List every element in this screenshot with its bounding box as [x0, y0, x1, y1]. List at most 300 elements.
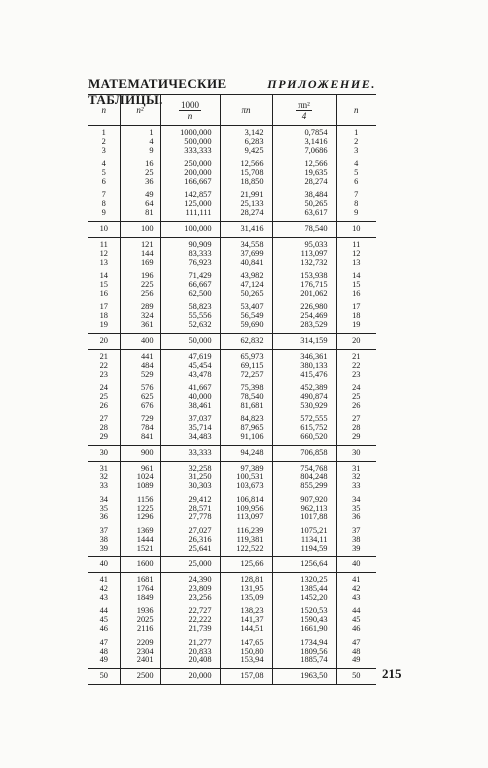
- value-inverse: 20,408: [188, 655, 212, 665]
- value-inverse: 1000,000: [180, 128, 212, 137]
- value-n-right: 46: [352, 624, 361, 634]
- value-n-squared: 256: [140, 288, 154, 298]
- value-pi-n: 72,257: [240, 369, 264, 379]
- cell-inverse: [160, 126, 220, 222]
- value-n-squared: 1521: [136, 543, 154, 553]
- value-n-squared: 625: [140, 391, 154, 401]
- table-summary-row: [88, 445, 376, 461]
- value-n: 14: [99, 270, 108, 280]
- value-n-squared: 1225: [136, 503, 154, 513]
- value-circle-area: 283,529: [300, 319, 328, 329]
- cell-circle-area: [272, 461, 336, 557]
- summary-n-squared: 1600: [120, 557, 160, 573]
- value-inverse: 111,111: [185, 208, 212, 218]
- summary-n: 50: [88, 669, 120, 685]
- value-n-squared: 81: [145, 208, 154, 218]
- value-n-squared: 576: [140, 382, 154, 392]
- value-n-right: 39: [352, 543, 361, 553]
- value-pi-n: 53,407: [240, 302, 264, 312]
- table-block: [88, 573, 376, 669]
- cell-pi-n: [220, 237, 272, 333]
- value-n-right: 24: [352, 382, 361, 392]
- value-n: 6: [101, 176, 106, 186]
- value-inverse: 90,909: [188, 239, 212, 249]
- value-circle-area: 50,265: [304, 199, 328, 209]
- table-summary-row: [88, 333, 376, 349]
- value-inverse: 40,000: [188, 391, 212, 401]
- value-n-right: 49: [352, 655, 361, 665]
- table-summary-row: [88, 221, 376, 237]
- math-table: [88, 94, 376, 685]
- summary-n-right: 10: [336, 221, 376, 237]
- value-circle-area: 113,097: [300, 248, 328, 258]
- value-pi-n: 147,65: [240, 637, 264, 647]
- value-inverse: 27,027: [188, 525, 212, 535]
- value-inverse: 45,454: [188, 360, 212, 370]
- value-n-right: 41: [352, 575, 361, 585]
- value-pi-n: 97,389: [240, 463, 264, 473]
- value-n: 24: [99, 382, 108, 392]
- value-n: 49: [99, 655, 108, 665]
- value-circle-area: 962,113: [300, 503, 328, 513]
- value-n: 8: [101, 199, 106, 209]
- value-n: 44: [99, 606, 108, 616]
- value-n-right: 1: [354, 128, 359, 137]
- value-n-right: 8: [354, 199, 359, 209]
- summary-n-right: 20: [336, 333, 376, 349]
- value-n-squared: 2025: [136, 615, 154, 625]
- header-title: МАТЕМАТИЧЕСКИЕ ТАБЛИЦЫ.: [88, 76, 227, 107]
- value-circle-area: 1661,90: [300, 624, 328, 634]
- value-n: 3: [101, 145, 106, 155]
- value-circle-area: 572,555: [300, 413, 328, 423]
- value-n: 23: [99, 369, 108, 379]
- value-circle-area: 28,274: [304, 176, 328, 186]
- value-circle-area: 1385,44: [300, 584, 328, 594]
- value-circle-area: 615,752: [300, 422, 328, 432]
- value-n-right: 15: [352, 279, 361, 289]
- value-n: 19: [99, 319, 108, 329]
- value-pi-n: 131,95: [240, 584, 264, 594]
- value-n-squared: 1156: [137, 494, 154, 504]
- value-inverse: 250,000: [184, 159, 212, 169]
- summary-circle-area: 1256,64: [272, 557, 336, 573]
- value-n-squared: 4: [149, 136, 154, 146]
- value-n-squared: 144: [140, 248, 154, 258]
- value-circle-area: 754,768: [300, 463, 328, 473]
- value-circle-area: 804,248: [300, 472, 328, 482]
- value-pi-n: 113,097: [236, 512, 264, 522]
- value-n-squared: 324: [140, 310, 154, 320]
- value-circle-area: 530,929: [300, 400, 328, 410]
- value-inverse: 333,333: [184, 145, 212, 155]
- value-n: 7: [101, 190, 106, 200]
- value-n-right: 11: [352, 239, 361, 249]
- cell-pi-n: [220, 349, 272, 445]
- summary-inverse: 25,000: [160, 557, 220, 573]
- value-n-right: 45: [352, 615, 361, 625]
- value-n-right: 35: [352, 503, 361, 513]
- value-circle-area: 153,938: [300, 270, 328, 280]
- cell-n: [88, 573, 120, 669]
- value-inverse: 29,412: [188, 494, 212, 504]
- value-n-squared: 529: [140, 369, 154, 379]
- value-circle-area: 907,920: [300, 494, 328, 504]
- summary-n-right: 30: [336, 445, 376, 461]
- value-circle-area: 19,635: [304, 168, 328, 178]
- value-pi-n: 25,133: [240, 199, 264, 209]
- value-pi-n: 37,699: [240, 248, 264, 258]
- value-pi-n: 100,531: [236, 472, 264, 482]
- value-n-right: 2: [354, 136, 359, 146]
- value-n: 17: [99, 302, 108, 312]
- value-n-squared: 1936: [136, 606, 154, 616]
- value-inverse: 52,632: [188, 319, 212, 329]
- value-pi-n: 153,94: [240, 655, 264, 665]
- value-inverse: 23,809: [188, 584, 212, 594]
- value-n: 27: [99, 413, 108, 423]
- summary-n: 20: [88, 333, 120, 349]
- value-circle-area: 38,484: [304, 190, 328, 200]
- table-summary-row: [88, 557, 376, 573]
- cell-n-squared: [120, 573, 160, 669]
- table-block: [88, 126, 376, 222]
- value-inverse: 55,556: [188, 310, 212, 320]
- value-inverse: 32,258: [188, 463, 212, 473]
- table-body: [88, 126, 376, 685]
- value-n: 16: [99, 288, 108, 298]
- cell-n-squared: [120, 461, 160, 557]
- value-circle-area: 3,1416: [304, 136, 328, 146]
- value-n-squared: 361: [140, 319, 154, 329]
- value-inverse: 30,303: [188, 481, 212, 491]
- summary-circle-area: 706,858: [272, 445, 336, 461]
- value-circle-area: 132,732: [300, 257, 328, 267]
- value-pi-n: 21,991: [240, 190, 264, 200]
- value-inverse: 34,483: [188, 431, 212, 441]
- value-n-squared: 49: [145, 190, 154, 200]
- cell-n-right: [336, 126, 376, 222]
- value-n-squared: 1369: [136, 525, 154, 535]
- value-pi-n: 9,425: [244, 145, 264, 155]
- value-n-right: 22: [352, 360, 361, 370]
- cell-pi-n: [220, 461, 272, 557]
- value-pi-n: 15,708: [240, 168, 264, 178]
- value-n: 15: [99, 279, 108, 289]
- value-pi-n: 56,549: [240, 310, 264, 320]
- value-inverse: 43,478: [188, 369, 212, 379]
- value-n: 42: [99, 584, 108, 594]
- value-pi-n: 128,81: [240, 575, 264, 585]
- summary-n-squared: 900: [120, 445, 160, 461]
- summary-n-squared: 100: [120, 221, 160, 237]
- cell-inverse: [160, 573, 220, 669]
- cell-pi-n: [220, 126, 272, 222]
- table-summary-row: [88, 669, 376, 685]
- value-n: 21: [99, 351, 108, 361]
- value-circle-area: 1734,94: [300, 637, 328, 647]
- summary-circle-area: 314,159: [272, 333, 336, 349]
- value-circle-area: 1017,88: [300, 512, 328, 522]
- value-n-right: 13: [352, 257, 361, 267]
- value-n-squared: 2304: [136, 646, 154, 656]
- summary-pi-n: 94,248: [220, 445, 272, 461]
- value-n-squared: 1024: [136, 472, 154, 482]
- value-pi-n: 135,09: [240, 593, 264, 603]
- value-n-squared: 2401: [136, 655, 154, 665]
- value-n-squared: 676: [140, 400, 154, 410]
- value-n: 5: [101, 168, 106, 178]
- value-circle-area: 7,0686: [304, 145, 328, 155]
- value-pi-n: 138,23: [240, 606, 264, 616]
- value-n-right: 18: [352, 310, 361, 320]
- value-inverse: 22,222: [188, 615, 212, 625]
- value-pi-n: 65,973: [240, 351, 264, 361]
- value-inverse: 41,667: [188, 382, 212, 392]
- value-circle-area: 1452,20: [300, 593, 328, 603]
- value-n-squared: 25: [145, 168, 154, 178]
- value-n-right: 16: [352, 288, 361, 298]
- value-inverse: 28,571: [188, 503, 212, 513]
- value-inverse: 37,037: [188, 413, 212, 423]
- summary-n: 40: [88, 557, 120, 573]
- value-n-squared: 1: [149, 128, 154, 137]
- header-n-squared: n²: [120, 95, 160, 126]
- value-n-right: 6: [354, 176, 359, 186]
- value-n-squared: 484: [140, 360, 154, 370]
- value-inverse: 83,333: [188, 248, 212, 258]
- header-pi-n: πn: [220, 95, 272, 126]
- value-n-squared: 196: [140, 270, 154, 280]
- summary-pi-n: 157,08: [220, 669, 272, 685]
- value-n: 37: [99, 525, 108, 535]
- value-inverse: 125,000: [184, 199, 212, 209]
- value-inverse: 21,277: [188, 637, 212, 647]
- value-circle-area: 855,299: [300, 481, 328, 491]
- value-circle-area: 0,7854: [304, 128, 328, 137]
- value-n: 36: [99, 512, 108, 522]
- value-n: 25: [99, 391, 108, 401]
- value-n-right: 25: [352, 391, 361, 401]
- cell-circle-area: [272, 349, 336, 445]
- value-n: 39: [99, 543, 108, 553]
- value-inverse: 23,256: [188, 593, 212, 603]
- value-n-squared: 64: [145, 199, 154, 209]
- header-inverse: [160, 95, 220, 126]
- value-n-squared: 729: [140, 413, 154, 423]
- value-n-right: 44: [352, 606, 361, 616]
- value-circle-area: 1520,53: [300, 606, 328, 616]
- value-circle-area: 201,062: [300, 288, 328, 298]
- value-n-right: 12: [352, 248, 361, 258]
- value-inverse: 31,250: [188, 472, 212, 482]
- cell-n-squared: [120, 126, 160, 222]
- value-circle-area: 1590,43: [300, 615, 328, 625]
- value-inverse: 24,390: [188, 575, 212, 585]
- value-n-squared: 289: [140, 302, 154, 312]
- value-inverse: 76,923: [188, 257, 212, 267]
- value-n: 41: [99, 575, 108, 585]
- cell-n-right: [336, 349, 376, 445]
- cell-circle-area: [272, 237, 336, 333]
- cell-n-squared: [120, 349, 160, 445]
- cell-inverse: [160, 461, 220, 557]
- value-n-squared: 841: [140, 431, 154, 441]
- value-n: 12: [99, 248, 108, 258]
- value-pi-n: 84,823: [240, 413, 264, 423]
- value-pi-n: 40,841: [240, 257, 264, 267]
- value-pi-n: 106,814: [236, 494, 264, 504]
- cell-n-squared: [120, 237, 160, 333]
- value-n-right: 14: [352, 270, 361, 280]
- value-pi-n: 12,566: [240, 159, 264, 169]
- value-inverse: 142,857: [184, 190, 212, 200]
- value-n: 1: [101, 128, 106, 137]
- value-inverse: 20,833: [188, 646, 212, 656]
- value-circle-area: 490,874: [300, 391, 328, 401]
- value-pi-n: 75,398: [240, 382, 264, 392]
- value-n-right: 37: [352, 525, 361, 535]
- value-n-right: 42: [352, 584, 361, 594]
- value-pi-n: 28,274: [240, 208, 264, 218]
- value-inverse: 71,429: [188, 270, 212, 280]
- value-n-right: 5: [354, 168, 359, 178]
- value-n-right: 23: [352, 369, 361, 379]
- summary-circle-area: 1963,50: [272, 669, 336, 685]
- value-n-right: 36: [352, 512, 361, 522]
- value-n-right: 19: [352, 319, 361, 329]
- value-n: 46: [99, 624, 108, 634]
- value-pi-n: 87,965: [240, 422, 264, 432]
- value-n-squared: 961: [140, 463, 154, 473]
- summary-n-squared: 400: [120, 333, 160, 349]
- value-n: 33: [99, 481, 108, 491]
- cell-n: [88, 237, 120, 333]
- value-pi-n: 59,690: [240, 319, 264, 329]
- value-n-right: 4: [354, 159, 359, 169]
- value-circle-area: 226,980: [300, 302, 328, 312]
- value-pi-n: 116,239: [236, 525, 264, 535]
- value-pi-n: 50,265: [240, 288, 264, 298]
- value-n: 2: [101, 136, 106, 146]
- summary-n-right: 40: [336, 557, 376, 573]
- value-n-squared: 169: [140, 257, 154, 267]
- value-n-right: 9: [354, 208, 359, 218]
- area-numerator: πn²: [298, 99, 310, 110]
- value-circle-area: 346,361: [300, 351, 328, 361]
- value-n-squared: 2116: [137, 624, 154, 634]
- inverse-denominator: n: [187, 110, 193, 121]
- summary-inverse: 20,000: [160, 669, 220, 685]
- value-inverse: 58,823: [188, 302, 212, 312]
- value-circle-area: 1075,21: [300, 525, 328, 535]
- value-inverse: 500,000: [184, 136, 212, 146]
- value-circle-area: 1885,74: [300, 655, 328, 665]
- value-n: 35: [99, 503, 108, 513]
- inverse-numerator: 1000: [181, 99, 199, 110]
- value-n: 22: [99, 360, 108, 370]
- value-n-squared: 441: [140, 351, 154, 361]
- value-inverse: 35,714: [188, 422, 212, 432]
- value-circle-area: 12,566: [304, 159, 328, 169]
- value-inverse: 200,000: [184, 168, 212, 178]
- value-inverse: 47,619: [188, 351, 212, 361]
- summary-inverse: 50,000: [160, 333, 220, 349]
- value-n-squared: 2209: [136, 637, 154, 647]
- value-n-right: 17: [352, 302, 361, 312]
- value-n-squared: 1444: [136, 534, 154, 544]
- value-n: 47: [99, 637, 108, 647]
- value-circle-area: 1320,25: [300, 575, 328, 585]
- value-pi-n: 141,37: [240, 615, 264, 625]
- value-n: 9: [101, 208, 106, 218]
- summary-inverse: 33,333: [160, 445, 220, 461]
- value-pi-n: 47,124: [240, 279, 264, 289]
- table-block: [88, 237, 376, 333]
- value-n-squared: 784: [140, 422, 154, 432]
- value-pi-n: 144,51: [240, 624, 264, 634]
- cell-inverse: [160, 237, 220, 333]
- value-n: 29: [99, 431, 108, 441]
- value-n-right: 7: [354, 190, 359, 200]
- value-n: 18: [99, 310, 108, 320]
- value-n-right: 3: [354, 145, 359, 155]
- summary-n: 30: [88, 445, 120, 461]
- value-circle-area: 95,033: [304, 239, 328, 249]
- value-n-right: 28: [352, 422, 361, 432]
- inverse-fraction: [179, 100, 201, 121]
- area-denominator: 4: [301, 110, 307, 121]
- value-pi-n: 109,956: [236, 503, 264, 513]
- value-inverse: 66,667: [188, 279, 212, 289]
- value-n-right: 38: [352, 534, 361, 544]
- area-fraction: [296, 100, 312, 121]
- value-pi-n: 6,283: [244, 136, 264, 146]
- value-pi-n: 81,681: [240, 400, 264, 410]
- value-n: 38: [99, 534, 108, 544]
- value-n-right: 48: [352, 646, 361, 656]
- value-pi-n: 43,982: [240, 270, 264, 280]
- cell-n-right: [336, 573, 376, 669]
- header-circle-area: [272, 95, 336, 126]
- cell-n-right: [336, 461, 376, 557]
- value-circle-area: 254,469: [300, 310, 328, 320]
- value-n-right: 43: [352, 593, 361, 603]
- value-pi-n: 119,381: [236, 534, 264, 544]
- value-circle-area: 452,389: [300, 382, 328, 392]
- value-n: 43: [99, 593, 108, 603]
- value-n-right: 34: [352, 494, 361, 504]
- value-n: 11: [99, 239, 108, 249]
- value-pi-n: 78,540: [240, 391, 264, 401]
- value-n-right: 27: [352, 413, 361, 423]
- value-inverse: 62,500: [188, 288, 212, 298]
- value-pi-n: 122,522: [236, 543, 264, 553]
- summary-pi-n: 62,832: [220, 333, 272, 349]
- value-n-right: 47: [352, 637, 361, 647]
- value-circle-area: 415,476: [300, 369, 328, 379]
- value-n: 31: [99, 463, 108, 473]
- cell-circle-area: [272, 573, 336, 669]
- value-circle-area: 380,133: [300, 360, 328, 370]
- value-inverse: 26,316: [188, 534, 212, 544]
- value-n-right: 32: [352, 472, 361, 482]
- value-n: 13: [99, 257, 108, 267]
- value-n: 34: [99, 494, 108, 504]
- value-inverse: 38,461: [188, 400, 212, 410]
- value-n: 4: [101, 159, 106, 169]
- cell-n: [88, 126, 120, 222]
